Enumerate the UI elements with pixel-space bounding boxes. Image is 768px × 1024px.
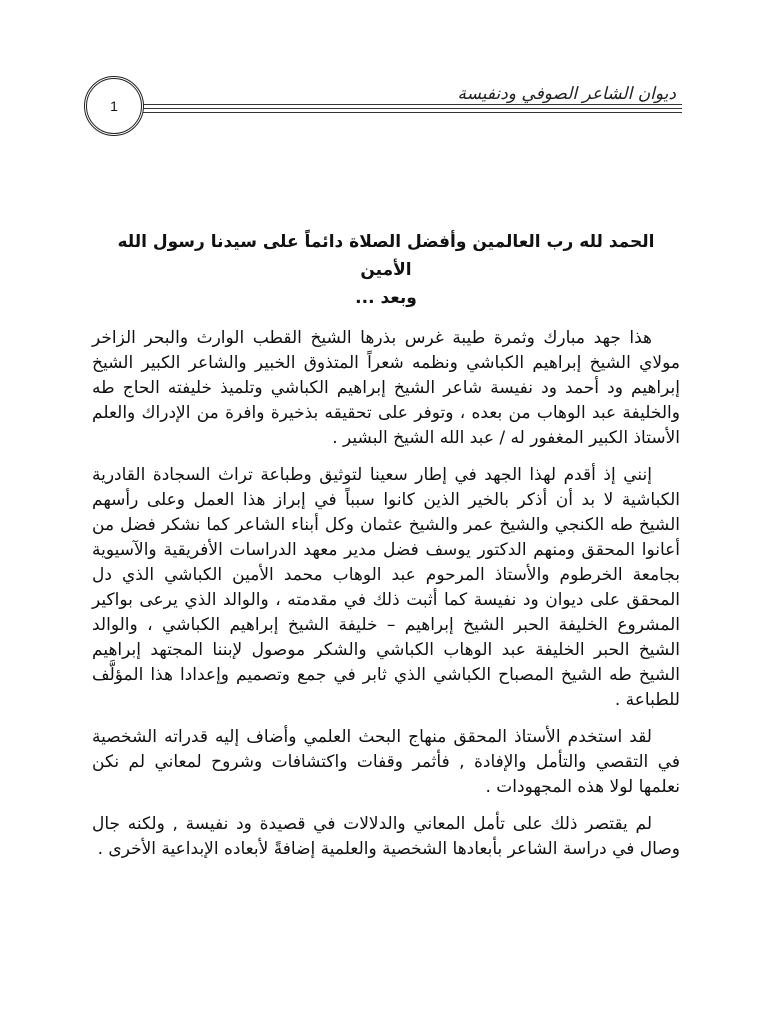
header-rule bbox=[142, 104, 682, 105]
paragraph: هذا جهد مبارك وثمرة طيبة غرس بذرها الشيخ القطب الوارث والبحر الزاخر مولاي الشيخ إبراهيم الكباشي ونظمه شعراً المتذوق الخبير والشاعر الكبير الشيخ إبراهيم ود أحمد ود نفيسة شاعر الشيخ إبراهيم الكباشي وتلميذ خليفته الحاج طه والخليفة عبد الوهاب من بعده ، وتوفر على تحقيقه بذخيرة وافرة من الإدراك والعلم الأستاذ الكبير المغفور له / عبد الله الشيخ البشير . bbox=[92, 328, 680, 448]
page-number: 1 bbox=[110, 98, 118, 114]
paragraph: لقد استخدم الأستاذ المحقق منهاج البحث العلمي وأضاف إليه قدراته الشخصية في التقصي والتأمل والإفادة , فأثمر وقفات واكتشافات وشروح لمعاني لم نكن نعلمها لولا هذه المجهودات . bbox=[92, 727, 680, 797]
heading-line: وبعد ... bbox=[355, 288, 417, 308]
opening-heading bbox=[92, 228, 680, 312]
header-rule bbox=[142, 112, 682, 113]
page-number-circle bbox=[84, 76, 144, 136]
header-rule bbox=[142, 108, 682, 109]
paragraph: لم يقتصر ذلك على تأمل المعاني والدلالات في قصيدة ود نفيسة , ولكنه جال وصال في دراسة الشاعر بأبعادها الشخصية والعلمية إضافةً لأبعاده الإبداعية الأخرى . bbox=[92, 814, 680, 859]
running-header-title: ديوان الشاعر الصوفي ودنفيسة bbox=[457, 84, 676, 104]
heading-line: الحمد لله رب العالمين وأفضل الصلاة دائماً على سيدنا رسول الله الأمين bbox=[117, 232, 655, 280]
paragraph: إنني إذ أقدم لهذا الجهد في إطار سعينا لتوثيق وطباعة تراث السجادة القادرية الكباشية لا بد أن أذكر بالخير الذين كانوا سبباً في إبراز هذا العمل وعلى رأسهم الشيخ طه الكنجي والشيخ عمر والشيخ عثمان وكل أبناء الشاعر كما نشكر فضل من أعانوا المحقق ومنهم الدكتور يوسف فضل مدير معهد الدراسات الأفريقية والآسيوية بجامعة الخرطوم والأستاذ المرحوم عبد الوهاب محمد الأمين الكباشي الذي دل المحقق على ديوان ود نفيسة كما أثبت ذلك في مقدمته ، والوالد الذي يرعى بواكير المشروع الخليفة الحبر الشيخ إبراهيم – خليفة الشيخ إبراهيم الكباشي ، والوالد الشيخ الحبر الخليفة عبد الوهاب الكباشي والشكر موصول لإبننا المجتهد إبراهيم الشيخ طه الشيخ المصباح الكباشي الذي ثابر في جمع وتصميم وإعدادا هذا المؤلَّف للطباعة . bbox=[92, 465, 680, 710]
document-body bbox=[92, 228, 680, 874]
